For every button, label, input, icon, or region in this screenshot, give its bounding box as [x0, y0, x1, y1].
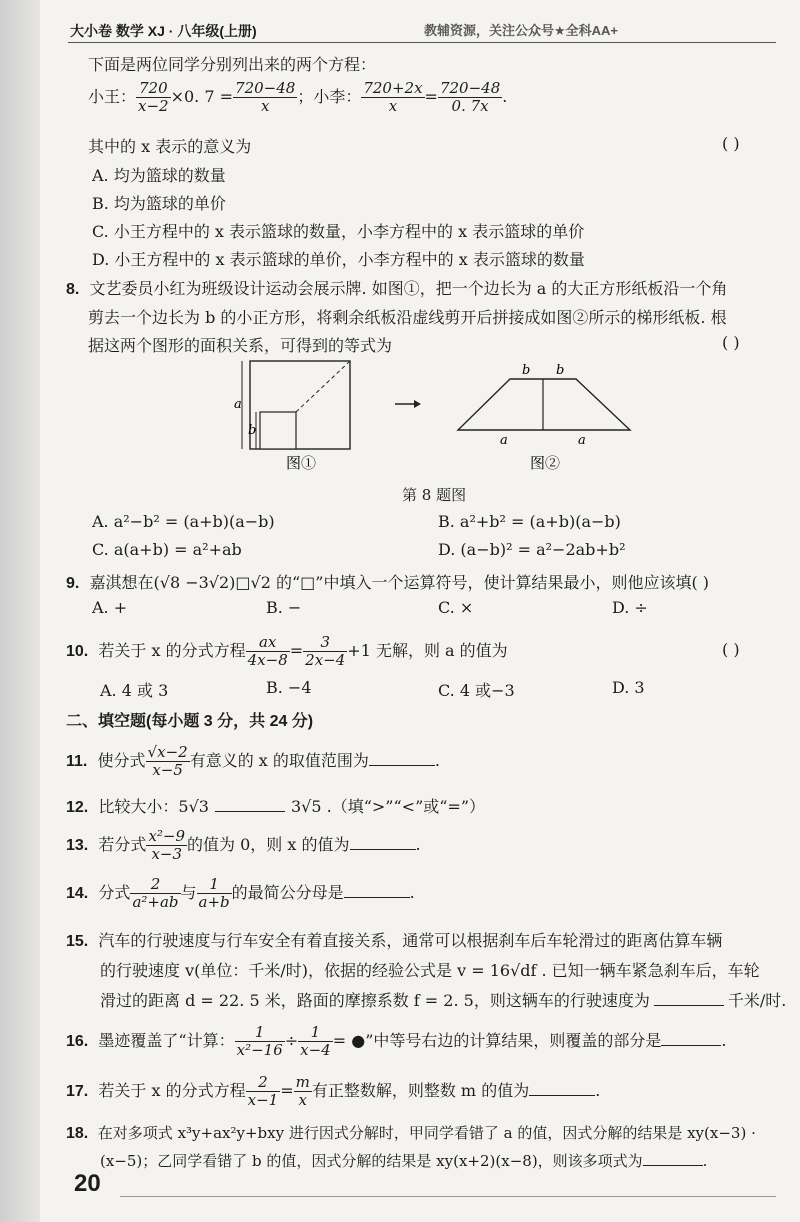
question-number: 8.: [66, 281, 80, 298]
figure-1: [234, 361, 350, 472]
frac-den: x−4: [300, 1041, 331, 1059]
frac-num: 2: [130, 876, 180, 894]
frac-den: x−3: [151, 845, 183, 863]
fraction: [136, 80, 171, 115]
answer-blank[interactable]: [643, 1151, 703, 1166]
question-number: 15.: [66, 933, 89, 950]
label-b: b: [556, 363, 565, 378]
header-watermark: 教辅资源，关注公众号★全科AA+: [424, 23, 619, 38]
figure-title: 第 8 题图: [402, 486, 467, 504]
fraction: [438, 80, 502, 115]
frac-den: x−1: [247, 1091, 279, 1109]
answer-blank[interactable]: [369, 751, 435, 766]
q7-intro: 下面是两位同学分别列出来的两个方程：: [88, 55, 377, 74]
label-b: b: [248, 423, 257, 438]
answer-blank[interactable]: [529, 1081, 595, 1096]
q16-end: .: [721, 1031, 727, 1050]
q10-text: 若关于 x 的分式方程: [98, 641, 246, 660]
q12-text: 3√5 .（填“>”“<”或“=”）: [290, 797, 486, 816]
header-rule: [68, 42, 776, 43]
fraction: [233, 80, 297, 115]
frac-num: 720+2x: [363, 79, 423, 97]
q11: [66, 744, 440, 779]
q8-figure: [230, 356, 650, 476]
frac-num: x²−9: [148, 827, 186, 845]
q10-text: +1 无解，则 a 的值为: [347, 641, 508, 660]
trapezoid: [458, 379, 630, 430]
fraction: [235, 1024, 285, 1059]
frac-den: 2x−4: [305, 651, 346, 669]
fraction: [146, 828, 187, 863]
answer-blank[interactable]: [661, 1031, 721, 1046]
q15-line1: [66, 928, 722, 951]
q15-text: 千米/时.: [727, 991, 787, 1010]
label-a: a: [500, 433, 508, 448]
q15-text: 汽车的行驶速度与行车安全有着直接关系，通常可以根据刹车后车轮滑过的距离估算车辆: [98, 931, 723, 950]
frac-num: 720−48: [439, 79, 501, 97]
frac-num: 2: [246, 1074, 281, 1092]
q14: [66, 876, 415, 911]
frac-den: x: [298, 1091, 307, 1109]
q11-text: 使分式: [97, 751, 146, 770]
frac-num: ax: [246, 634, 290, 652]
frac-den: x−2: [138, 97, 169, 115]
answer-blank[interactable]: [654, 991, 724, 1006]
q16-text: 墨迹覆盖了“计算：: [98, 1031, 235, 1050]
frac-den: x: [260, 97, 270, 115]
q12: [66, 794, 485, 817]
q16-text: = ●”中等号右边的计算结果，则覆盖的部分是: [332, 1031, 662, 1050]
question-number: 10.: [66, 643, 89, 660]
question-number: 17.: [66, 1083, 89, 1100]
q17-end: .: [595, 1081, 601, 1100]
fig1-caption: 图①: [286, 454, 317, 472]
frac-num: 1: [197, 876, 232, 894]
frac-num: 1: [235, 1024, 285, 1042]
q8-option-a: A. a²−b² = (a+b)(a−b): [92, 512, 275, 531]
q16: [66, 1024, 726, 1059]
q17-text: 有正整数解，则整数 m 的值为: [311, 1081, 530, 1100]
q11-end: .: [434, 751, 440, 770]
question-number: 11.: [66, 753, 88, 770]
q8-text: 文艺委员小红为班级设计运动会展示牌. 如图①，把一个边长为 a 的大正方形纸板沿一个角: [89, 279, 728, 298]
question-number: 16.: [66, 1033, 89, 1050]
q8-line2: 剪去一个边长为 b 的小正方形，将剩余纸板沿虚线剪开后拼接成如图②所示的梯形纸板. 根: [88, 308, 727, 327]
frac-num: m: [295, 1073, 310, 1091]
fraction: [246, 634, 290, 669]
op: =: [289, 641, 304, 660]
q9-stem: [66, 570, 709, 593]
q10-option-a: A. 4 或 3: [100, 681, 169, 700]
op: =: [424, 87, 438, 106]
question-number: 12.: [66, 799, 89, 816]
q7-option-a: A. 均为篮球的数量: [92, 166, 226, 185]
frac-den: x: [388, 97, 398, 115]
q14-end: .: [409, 883, 415, 902]
q15-text: 滑过的距离 d = 22. 5 米，路面的摩擦系数 f = 2. 5，则这辆车的行驶速度为: [100, 991, 650, 1010]
answer-blank[interactable]: [344, 883, 410, 898]
op: ÷: [284, 1031, 299, 1050]
q7-option-b: B. 均为篮球的单价: [92, 194, 226, 213]
q8-option-c: C. a(a+b) = a²+ab: [92, 540, 242, 559]
q18-line2: [100, 1150, 707, 1171]
frac-den: 4x−8: [247, 651, 288, 669]
figure-2: [458, 363, 630, 472]
question-number: 13.: [66, 837, 89, 854]
q9-option-a: A. +: [92, 598, 128, 617]
q8-line1: [66, 276, 727, 299]
frac-den: x−5: [152, 761, 183, 779]
wang-label: 小王：: [88, 87, 137, 106]
q18-text: 在对多项式 x³y+ax²y+bxy 进行因式分解时，甲同学看错了 a 的值，因式分解的结果是 xy(x−3) ·: [97, 1124, 756, 1142]
fraction: [146, 744, 190, 779]
frac-num: 720−48: [235, 79, 296, 97]
answer-paren: ( ): [722, 640, 740, 659]
q8-option-b: B. a²+b² = (a+b)(a−b): [438, 512, 621, 531]
frac-den: x²−16: [236, 1041, 283, 1059]
fraction: [294, 1074, 312, 1109]
fig2-caption: 图②: [530, 454, 561, 472]
page-gutter: [0, 0, 40, 1222]
arrow: [395, 400, 421, 408]
q13-text: 的值为 0，则 x 的值为: [187, 835, 350, 854]
fraction: [303, 634, 347, 669]
fraction: [361, 80, 424, 115]
q10-option-c: C. 4 或−3: [438, 681, 515, 700]
q7-option-d: D. 小王方程中的 x 表示篮球的单价，小李方程中的 x 表示篮球的数量: [92, 250, 585, 269]
section-title: 二、填空题(每小题 3 分，共 24 分): [66, 713, 314, 730]
frac-den: a²+ab: [132, 893, 179, 911]
q14-text: 分式: [98, 883, 131, 902]
op: .: [502, 87, 508, 106]
q9-option-b: B. −: [266, 598, 302, 617]
q8-option-d: D. (a−b)² = a²−2ab+b²: [438, 540, 626, 559]
fraction: [298, 1024, 333, 1059]
q9-text: 嘉淇想在(√8 −3√2)□√2 的“□”中填入一个运算符号，使计算结果最小，则他应该填( ): [89, 573, 710, 592]
q7-option-c: C. 小王方程中的 x 表示篮球的数量，小李方程中的 x 表示篮球的单价: [92, 222, 585, 241]
q17-text: 若关于 x 的分式方程: [98, 1081, 246, 1100]
q9-option-c: C. ×: [438, 598, 474, 617]
q13-end: .: [415, 835, 421, 854]
cut-line: [296, 361, 350, 412]
fraction: [197, 876, 232, 911]
frac-num: 720: [136, 80, 171, 98]
op: 与: [180, 883, 197, 902]
question-number: 18.: [66, 1125, 89, 1142]
q18-line1: [66, 1122, 756, 1143]
q18-text: (x−5)；乙同学看错了 b 的值，因式分解的结果是 xy(x+2)(x−8)，则该多项式为: [100, 1152, 643, 1170]
frac-den: a+b: [198, 893, 230, 911]
footer-rule: [120, 1196, 776, 1197]
q17: [66, 1074, 600, 1109]
book-header: 大小卷 数学 XJ · 八年级(上册): [70, 23, 257, 39]
question-number: 14.: [66, 885, 89, 902]
answer-paren: ( ): [722, 333, 740, 352]
op: ×0. 7 =: [170, 87, 234, 106]
small-square: [260, 412, 296, 449]
q11-text: 有意义的 x 的取值范围为: [189, 751, 369, 770]
label-b: b: [522, 363, 531, 378]
answer-paren: ( ): [722, 134, 740, 153]
q10-stem: [66, 634, 508, 669]
label-a: a: [578, 433, 586, 448]
fraction: [130, 876, 180, 911]
answer-blank[interactable]: [215, 797, 285, 812]
answer-blank[interactable]: [350, 835, 416, 850]
q12-text: 比较大小：5√3: [98, 797, 209, 816]
q15-line2: 的行驶速度 v(单位：千米/时)，依据的经验公式是 v = 16√df . 已知一辆车紧急刹车后，车轮: [100, 961, 760, 980]
q18-end: .: [702, 1152, 708, 1170]
frac-den: 0. 7x: [451, 97, 489, 115]
page-number: 20: [74, 1170, 101, 1197]
question-number: 9.: [66, 575, 80, 592]
q7-equations: [88, 80, 507, 115]
q10-option-d: D. 3: [612, 678, 645, 697]
q13: [66, 828, 421, 863]
q13-text: 若分式: [98, 835, 147, 854]
op: =: [280, 1081, 294, 1100]
q8-line3: 据这两个图形的面积关系，可得到的等式为: [88, 336, 393, 355]
q10-option-b: B. −4: [266, 678, 312, 697]
q15-line3: [100, 988, 786, 1011]
frac-num: 1: [298, 1024, 333, 1042]
frac-num: √x−2: [147, 743, 188, 761]
q14-text: 的最简公分母是: [231, 883, 344, 902]
frac-num: 3: [303, 634, 347, 652]
fraction: [246, 1074, 281, 1109]
li-label: ；小李：: [297, 87, 362, 106]
label-a: a: [234, 397, 242, 412]
q9-option-d: D. ÷: [612, 598, 648, 617]
q7-question: 其中的 x 表示的意义为: [88, 137, 252, 156]
